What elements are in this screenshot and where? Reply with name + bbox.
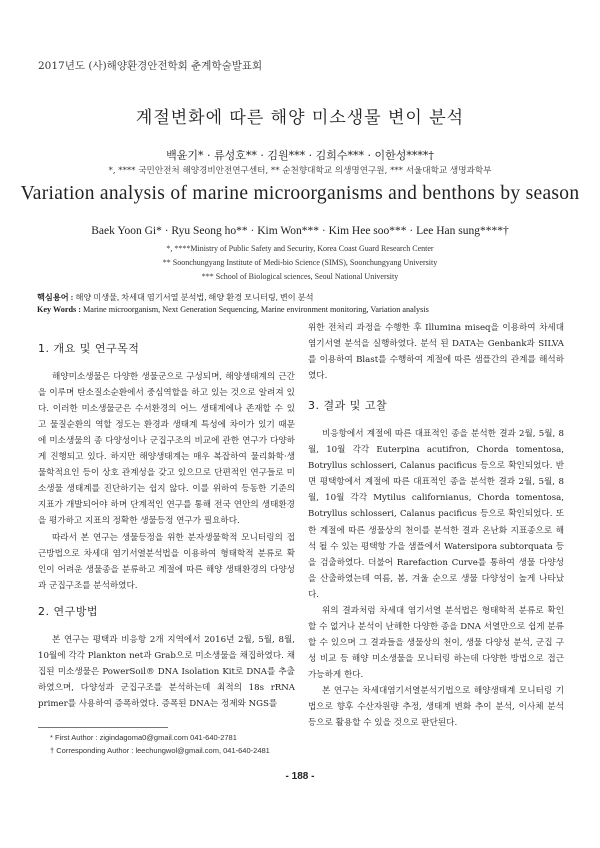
keywords-ko bbox=[37, 292, 314, 303]
left-column bbox=[38, 333, 295, 712]
paragraph: 위한 전처리 과정을 수행한 후 Illumina miseq을 이용하여 차세대 염기서열 분석을 실행하였다. 분석 된 DATA는 Genbank과 SILVA를 이용하여 Blast를 수행하여 계절에 따른 샘플간의 관계를 해석하였다. bbox=[308, 323, 564, 382]
footnote-divider bbox=[38, 727, 168, 728]
paragraph: 본 연구는 차세대염기서열분석기법으로 해양생태계 모니터링 기법으로 향후 수산자원량 추정, 생태계 변화 추이 분석, 이사체 분석 등으로 활용할 수 있을 것으로 판단된다. bbox=[308, 685, 564, 729]
english-affiliation-2: ** Soonchungyang Institute of Medi-bio Science (SIMS), Soonchungyang University bbox=[162, 258, 438, 267]
paragraph: 따라서 본 연구는 생물등정을 위한 분자생물학적 모니터링의 접근방법으로 차세대 염기서열분석법을 이용하여 형태학적 분류로 확인이 어려운 생물종을 분류하고 계절에 따른 해양 생태환경의 다양성과 군집구조를 분석하였다. bbox=[38, 532, 295, 591]
footnote-first-author: * First Author : zigindagoma0@gmail.com 041-640-2781 bbox=[50, 733, 237, 742]
section-heading-methods: 2. 연구방법 bbox=[38, 604, 98, 618]
korean-affiliations: *, **** 국민안전처 해양경비안전연구센터, ** 순천향대학교 의생명연구원, *** 서울대학교 생명과학부 bbox=[108, 166, 492, 176]
keywords-en bbox=[37, 305, 429, 314]
paragraph: 비응항에서 계절에 따른 대표적인 종을 분석한 결과 2월, 5월, 8월, 10월 각각 Euterpina acutifron, Chorda tomentosa, Botryllus schlosseri, Calanus pacificus 등으로 확인되었다. 반면 평택항에서 계절에 따른 대표적인 종을 분석한 결과 2월, 5월, 8월, 10월 각각 Mytilus californianus, Chorda tomentosa, Botryllus schlosseri, Calanus pacificus 등으로 확인되었다. 또한 계절에 따른 생물상의 천이를 분석한 결과 온난화 지표종으로 해석 될 수 있는 평택항 가을 샘플에서 Watersipora subtorquata 등을 검출하였다. 더불어 Rarefaction Curve를 통하여 생물 다양성을 산출하였는데 여름, 봄, 겨울 순으로 생물 다양성이 높게 나타났다. bbox=[308, 429, 564, 600]
section-heading-overview: 1. 개요 및 연구목적 bbox=[38, 342, 140, 355]
english-authors: Baek Yoon Gi* · Ryu Seong ho** · Kim Won*** · Kim Hee soo*** · Lee Han sung****† bbox=[91, 225, 509, 237]
right-column bbox=[308, 320, 564, 731]
section-heading-results: 3. 결과 및 고찰 bbox=[308, 399, 388, 413]
english-affiliation-3: *** School of Biological sciences, Seoul National University bbox=[201, 272, 399, 281]
keywords-en-text: Marine microorganism, Next Generation Sequencing, Marine environment monitoring, Variation analysis bbox=[83, 305, 429, 314]
keywords-ko-label: 핵심용어 : bbox=[37, 293, 74, 302]
keywords-ko-text: 해양 미생물, 차세대 염기서열 분석법, 해양 환경 모니터링, 변이 분석 bbox=[75, 293, 314, 302]
conference-header: 2017년도 (사)해양환경안전학회 춘계학술발표회 bbox=[38, 60, 263, 72]
paragraph: 본 연구는 평택과 비응항 2개 지역에서 2016년 2월, 5월, 8월, 10월에 각각 Plankton net과 Grab으로 미소생물을 채집하였다. 채집된 미소생물은 PowerSoil® DNA Isolation Kit로 DNA를 추출하였으며, 다양성과 군집구조를 분석하는데 최적의 18s rRNA primer를 사용하여 증폭하였다. 증폭된 DNA는 정제와 NGS를 bbox=[38, 634, 295, 709]
footnote-corresponding-author: † Corresponding Author : leechungwol@gmail.com, 041-640-2481 bbox=[50, 746, 270, 755]
korean-title: 계절변화에 따른 해양 미소생물 변이 분석 bbox=[135, 108, 465, 128]
page-number: - 188 - bbox=[285, 771, 315, 782]
korean-authors: 백윤기* · 류성호** · 김원*** · 김희수*** · 이한성****† bbox=[166, 149, 434, 162]
paragraph: 해양미소생물은 다양한 생물군으로 구성되며, 해양생태계의 근간을 이루며 탄소질소순환에서 중심역할을 하고 있는 것으로 알려져 있다. 이러한 미소생물군은 수서환경의 어느 생태계에나 존재할 수 있고 물질순환의 역할 정도는 환경과 생태계 특성에 차이가 있기 때문에 미소생물의 종 다양성이나 군집구조의 비교에 관한 연구가 다양하게 진행되고 있다. 하지만 해양생태계는 매우 복잡하여 물리화학·생물학적요인 등이 상호 관계성을 갖고 있으므로 단편적인 연구들로 미소생물 생태계를 진단하기는 쉽지 않다. 이를 위하여 등동한 기준의 지표가 개발되어야 하며 단계적인 연구를 통해 전국 연안의 생태환경을 평가하고 지표의 정확한 생물등정 연구가 필요하다. bbox=[38, 372, 295, 527]
paragraph: 위의 결과처럼 차세대 염기서열 분석법은 형태학적 분류로 확인할 수 없거나 분석이 난해한 다양한 종을 DNA 서열만으로 쉽게 분류 할 수 있으며 그 결과들을 생물상의 천이, 생물 다양성 분석, 군집 구성 비교 등 해양 미소생물을 모니터링 하는데 다양한 방법으로 접근 가능하게 한다. bbox=[308, 605, 564, 680]
english-title: Variation analysis of marine microorganisms and benthons by season bbox=[20, 183, 580, 204]
keywords-en-label: Key Words : bbox=[37, 305, 81, 314]
english-affiliation-1: *, ****Ministry of Public Safety and Security, Korea Coast Guard Research Center bbox=[166, 244, 434, 253]
